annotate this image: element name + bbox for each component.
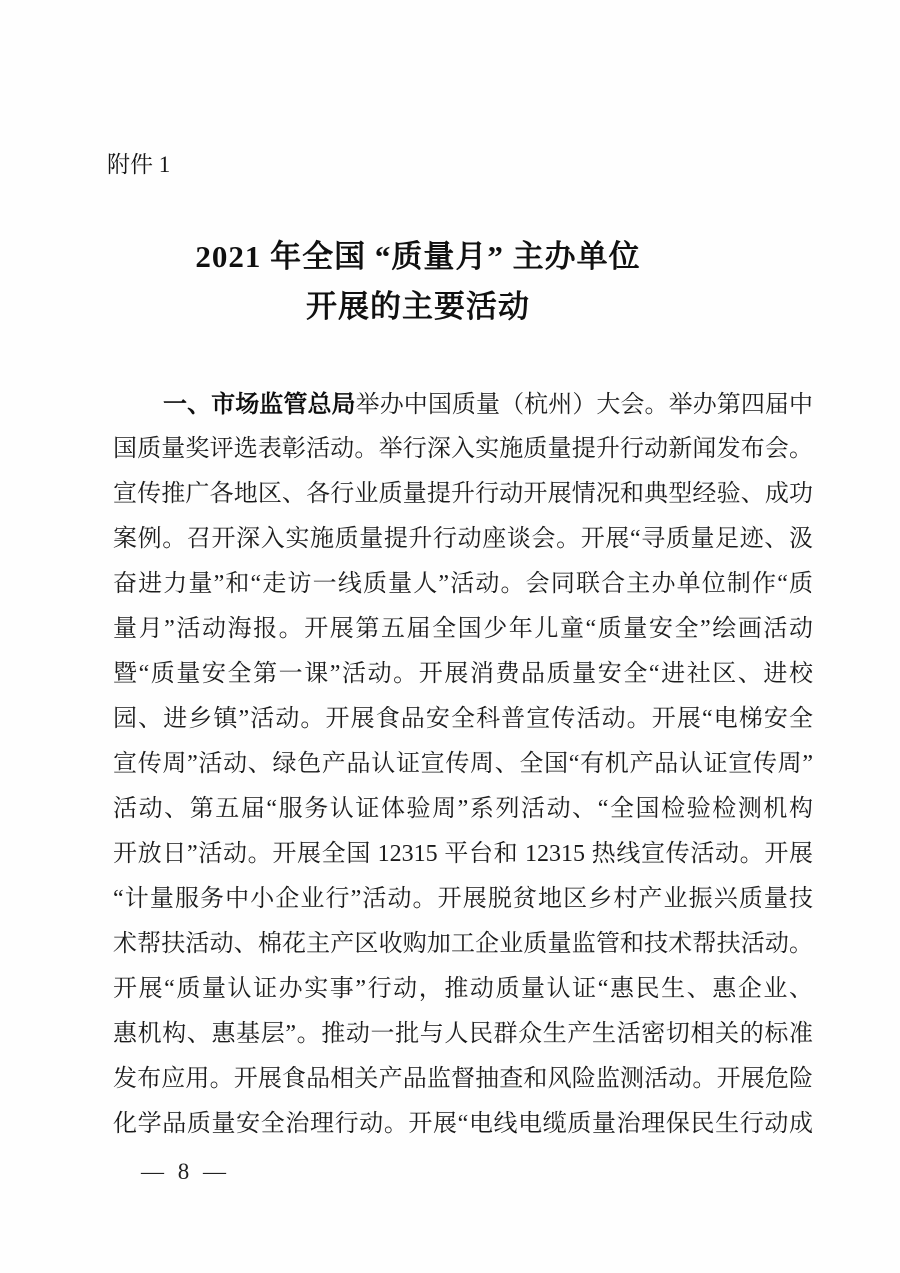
paragraph-line: 开展“质量认证办实事”行动，推动质量认证“惠民生、惠企业、 [113,976,813,1002]
title-line-1: 2021 年全国 “质量月” 主办单位 [195,239,641,274]
paragraph-line: 发布应用。开展食品相关产品监督抽查和风险监测活动。开展危险 [113,1066,813,1092]
paragraph-first-line [113,382,813,427]
paragraph-first-line-rest: 举办中国质量（杭州）大会。举办第四届中 [355,392,813,418]
paragraph-line: 术帮扶活动、棉花主产区收购加工企业质量监管和技术帮扶活动。 [113,931,813,957]
paragraph-lead: 一、市场监管总局 [163,391,356,418]
paragraph-line: 案例。召开深入实施质量提升行动座谈会。开展“寻质量足迹、汲 [113,526,813,552]
paragraph-line: “计量服务中小企业行”活动。开展脱贫地区乡村产业振兴质量技 [113,886,813,912]
paragraph-body [113,382,813,1147]
paragraph-line: 暨“质量安全第一课”活动。开展消费品质量安全“进社区、进校 [113,661,813,687]
page-number: — 8 — [141,1159,230,1184]
paragraph-line: 园、进乡镇”活动。开展食品安全科普宣传活动。开展“电梯安全 [113,706,813,732]
paragraph-line: 活动、第五届“服务认证体验周”系列活动、“全国检验检测机构 [113,796,813,822]
paragraph-line: 化学品质量安全治理行动。开展“电线电缆质量治理保民生行动成 [113,1111,813,1137]
paragraph-line: 开放日”活动。开展全国 12315 平台和 12315 热线宣传活动。开展 [113,841,813,867]
paragraph-line: 宣传推广各地区、各行业质量提升行动开展情况和典型经验、成功 [113,481,813,507]
document-title [68,232,768,332]
title-line-2: 开展的主要活动 [306,289,530,324]
paragraph-line: 量月”活动海报。开展第五届全国少年儿童“质量安全”绘画活动 [113,616,813,642]
paragraph-line: 宣传周”活动、绿色产品认证宣传周、全国“有机产品认证宣传周” [113,751,813,777]
attachment-label: 附件 1 [107,152,171,177]
paragraph-line: 惠机构、惠基层”。推动一批与人民群众生产生活密切相关的标准 [113,1021,813,1047]
paragraph-line: 国质量奖评选表彰活动。举行深入实施质量提升行动新闻发布会。 [113,436,813,462]
paragraph-line: 奋进力量”和“走访一线质量人”活动。会同联合主办单位制作“质 [113,571,813,597]
